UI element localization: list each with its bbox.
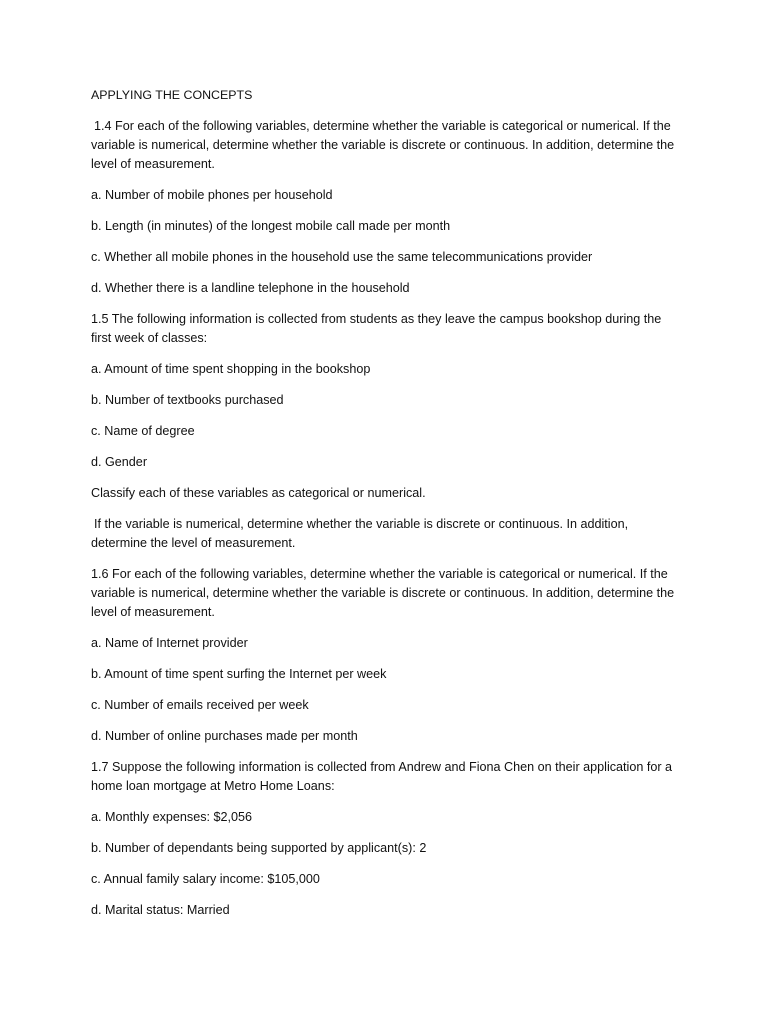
question-1-4-item-b: b. Length (in minutes) of the longest mobile call made per month xyxy=(91,219,451,233)
question-1-6-item-b: b. Amount of time spent surfing the Internet per week xyxy=(91,667,387,681)
question-1-4-item-a: a. Number of mobile phones per household xyxy=(91,188,333,202)
question-1-7-item-c: c. Annual family salary income: $105,000 xyxy=(91,872,320,886)
question-1-4-item-d: d. Whether there is a landline telephone in the household xyxy=(91,281,410,295)
question-1-5-item-d: d. Gender xyxy=(91,455,148,469)
question-1-5-followup: If the variable is numerical, determine whether the variable is discrete or continuous. In addition, determine the level of measurement. xyxy=(91,517,629,550)
question-1-6-item-d: d. Number of online purchases made per month xyxy=(91,729,358,743)
question-1-4-item-c: c. Whether all mobile phones in the household use the same telecommunications provider xyxy=(91,250,593,264)
question-1-7-item-d: d. Marital status: Married xyxy=(91,903,230,917)
question-1-5-item-a: a. Amount of time spent shopping in the bookshop xyxy=(91,362,371,376)
question-1-6-item-c: c. Number of emails received per week xyxy=(91,698,309,712)
question-1-6-item-a: a. Name of Internet provider xyxy=(91,636,248,650)
question-1-5-item-c: c. Name of degree xyxy=(91,424,195,438)
question-1-7-intro: 1.7 Suppose the following information is collected from Andrew and Fiona Chen on their application for a home loan mortgage at Metro Home Loans: xyxy=(91,760,673,793)
question-1-5-classify: Classify each of these variables as categorical or numerical. xyxy=(91,486,426,500)
question-1-7-item-a: a. Monthly expenses: $2,056 xyxy=(91,810,253,824)
question-1-6-intro: 1.6 For each of the following variables, determine whether the variable is categorical or numerical. If the variable is numerical, determine whether the variable is discrete or continuous. In addition, determine the level of measurement. xyxy=(91,567,675,619)
document-body xyxy=(91,86,681,932)
question-1-4-intro: 1.4 For each of the following variables, determine whether the variable is categorical or numerical. If the variable is numerical, determine whether the variable is discrete or continuous. In addition, determine the level of measurement. xyxy=(91,119,675,171)
question-1-7-item-b: b. Number of dependants being supported by applicant(s): 2 xyxy=(91,841,427,855)
question-1-5-item-b: b. Number of textbooks purchased xyxy=(91,393,284,407)
question-1-5-intro: 1.5 The following information is collected from students as they leave the campus bookshop during the first week of classes: xyxy=(91,312,662,345)
section-heading: APPLYING THE CONCEPTS xyxy=(91,88,253,102)
